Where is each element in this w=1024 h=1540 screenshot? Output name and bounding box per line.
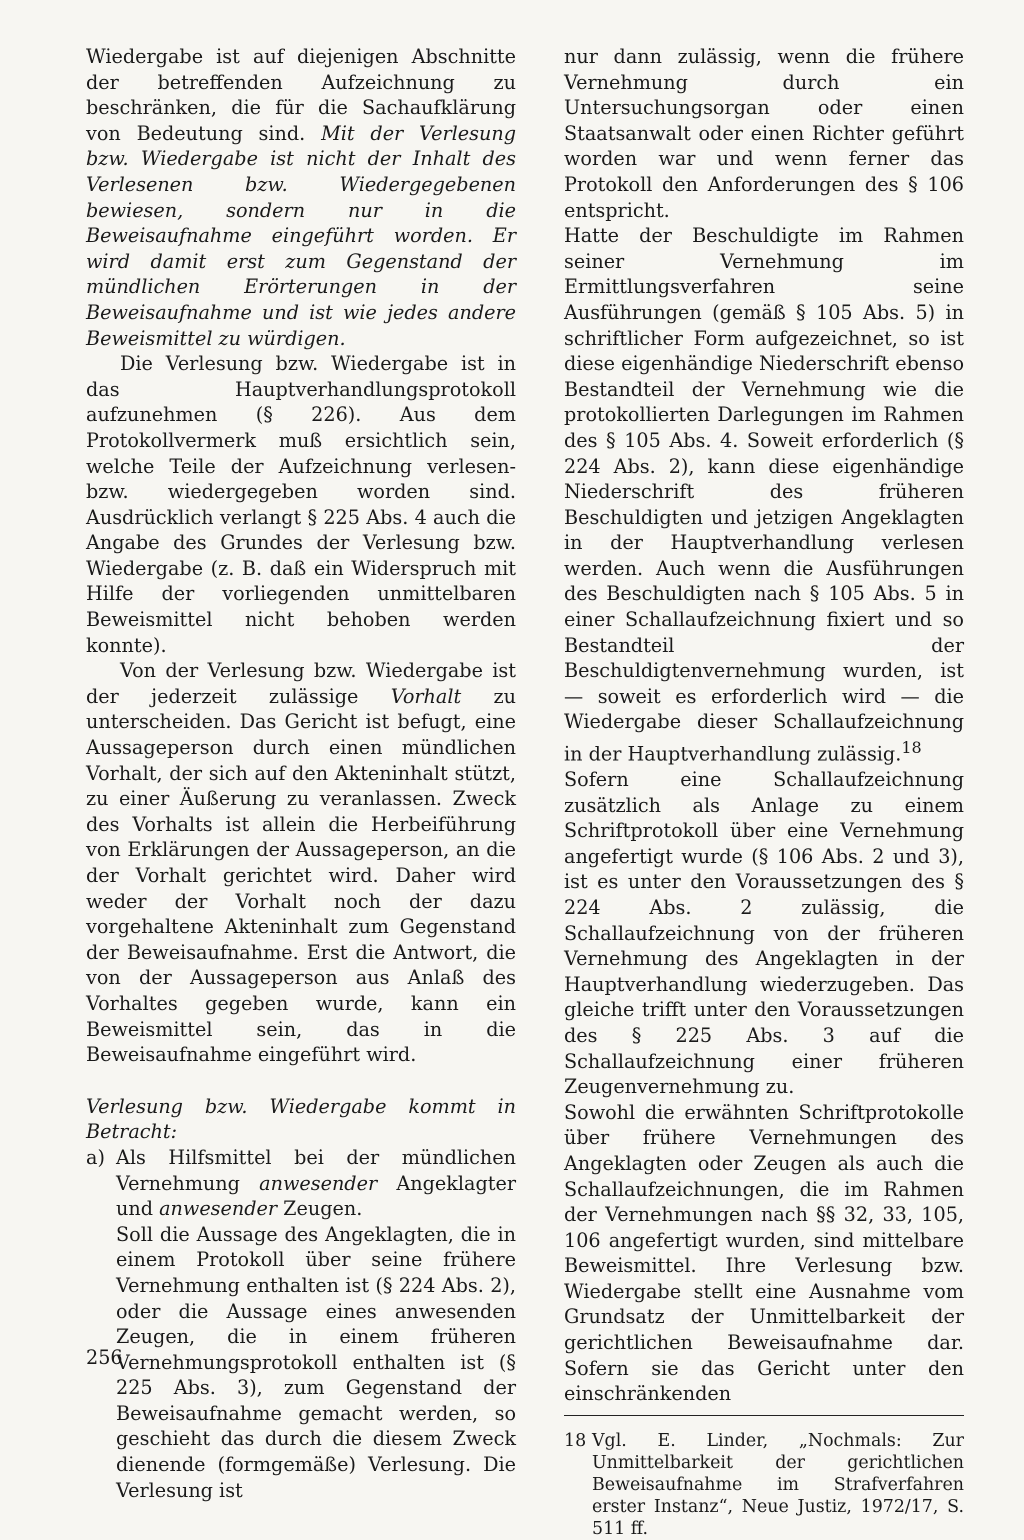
section-heading-text: Verlesung bzw. Wiedergabe kommt in Betracht:: [86, 1094, 516, 1144]
list-item-a-p1: [116, 1145, 516, 1222]
footnote-text: Vgl. E. Linder, „Nochmals: Zur Unmittelbarkeit der gerichtlichen Beweisaufnahme im Strafverfahren erster Instanz“, Neue Justiz, 1972/17, S. 511 ff.: [592, 1430, 964, 1539]
paragraph-3-text-c: zu unterscheiden. Das Gericht ist befugt, eine Aussageperson durch einen mündlichen Vorhalt, der sich auf den Akteninhalt stützt, zu einer Äußerung zu veranlassen. Zweck des Vorhalts ist allein die Herbeiführung von Erklärungen der Aussageperson, an die der Vorhalt gerichtet wird. Daher wird weder der Vorhalt noch der dazu vorgehaltene Akteninhalt zum Gegenstand der Beweisaufnahme. Erst die Antwort, die von der Aussageperson aus Anlaß des Vorhaltes gegeben wurde, kann ein Beweismittel sein, das in die Beweisaufnahme eingeführt wird.: [86, 684, 516, 1067]
right-paragraph-3: Sofern eine Schallaufzeichnung zusätzlich als Anlage zu einem Schriftprotokoll über eine Vernehmung angefertigt wurde (§ 106 Abs. 2 und 3), ist es unter den Voraussetzungen des § 224 Abs. 2 zulässig, die Schallaufzeichnung von der früheren Vernehmung des Angeklagten in der Hauptverhandlung wiederzugeben. Das gleiche trifft unter den Voraussetzungen des § 225 Abs. 3 auf die Schallaufzeichnung einer früheren Zeugenvernehmung zu.: [564, 768, 964, 1099]
right-column: [564, 44, 964, 1540]
list-item-a-text-3: Zeugen.: [277, 1197, 363, 1221]
footnote-divider: [564, 1415, 964, 1416]
paragraph-3-text-a: Von der Verlesung bzw. Wiedergabe ist der jederzeit zulässige: [86, 659, 516, 708]
list-item-label: a): [86, 1145, 105, 1169]
left-column: [86, 44, 516, 1503]
vorhalt-term: Vorhalt: [390, 684, 462, 708]
list-item-a-text-1: Als Hilfsmittel bei der mündlichen Vernehmung: [116, 1145, 516, 1195]
footnote-number: 18: [564, 1430, 587, 1451]
page-number: 256: [86, 1346, 123, 1369]
paragraph-1: [86, 44, 516, 351]
right-paragraph-2-text: Hatte der Beschuldigte im Rahmen seiner Vernehmung im Ermittlungsverfahren seine Ausführungen (gemäß § 105 Abs. 5) in schriftlicher Form aufgezeichnet, so ist diese eigenhändige Niederschrift ebenso Bestandteil der Vernehmung wie die protokollierten Darlegungen im Rahmen des § 105 Abs. 4. Soweit erforderlich (§ 224 Abs. 2), kann diese eigenhändige Niederschrift des früheren Beschuldigten und jetzigen Angeklagten in der Hauptverhandlung verlesen werden. Auch wenn die Ausführungen des Beschuldigten nach § 105 Abs. 5 in einer Schallaufzeichnung fixiert und so Bestandteil der Beschuldigtenvernehmung wurden, ist — soweit es erforderlich wird — die Wiedergabe dieser Schallaufzeichnung in der Hauptverhandlung zulässig.: [564, 224, 964, 766]
paragraph-1-text: Wiedergabe ist auf diejenigen Abschnitte der betreffenden Aufzeichnung zu beschränken, die für die Sachaufklärung von Bedeutung sind.: [86, 45, 516, 145]
right-paragraph-2: [564, 223, 964, 767]
list-item-a-p2: Soll die Aussage des Angeklagten, die in einem Protokoll über seine frühere Vernehmung enthalten ist (§ 224 Abs. 2), oder die Aussage eines anwesenden Zeugen, die in einem früheren Vernehmungsprotokoll enthalten ist (§ 225 Abs. 3), zum Gegenstand der Beweisaufnahme gemacht werden, so geschieht das durch die diesem Zweck dienende (formgemäße) Verlesung. Die Verlesung ist: [116, 1222, 516, 1502]
list-item-body: [116, 1145, 516, 1503]
list-item-a-italic-2: anwesender: [159, 1197, 278, 1221]
list-item-a: [86, 1145, 516, 1503]
footnote-reference[interactable]: 18: [901, 738, 922, 758]
list-item-a-text-2: Angeklagter und: [116, 1171, 516, 1221]
right-paragraph-1: nur dann zulässig, wenn die frühere Vernehmung durch ein Untersuchungsorgan oder einen Staatsanwalt oder einen Richter geführt worden war und wenn ferner das Protokoll den Anforderungen des § 106 entspricht.: [564, 45, 964, 222]
paragraph-1-italic-text: Mit der Verlesung bzw. Wiedergabe ist nicht der Inhalt des Verlesenen bzw. Wiedergegebenen bewiesen, sondern nur in die Beweisaufnahme eingeführt worden. Er wird damit erst zum Gegenstand der mündlichen Erörterungen in der Beweisaufnahme und ist wie jedes andere Beweismittel zu würdigen.: [86, 121, 516, 350]
paragraph-3: [86, 658, 516, 1068]
spacer: [86, 1068, 516, 1094]
footnote: [564, 1430, 964, 1540]
right-paragraph-4: Sowohl die erwähnten Schriftprotokolle über frühere Vernehmungen des Angeklagten oder Zeugen als auch die Schallaufzeichnungen, die im Rahmen der Vernehmungen nach §§ 32, 33, 105, 106 angefertigt wurden, sind mittelbare Beweismittel. Ihre Verlesung bzw. Wiedergabe stellt eine Ausnahme vom Grundsatz der Unmittelbarkeit der gerichtlichen Beweisaufnahme dar. Sofern sie das Gericht unter den einschränkenden: [564, 1100, 964, 1406]
paragraph-2: Die Verlesung bzw. Wiedergabe ist in das Hauptverhandlungsprotokoll aufzunehmen (§ 226). Aus dem Protokollvermerk muß ersichtlich sein, welche Teile der Aufzeichnung verlesen- bzw. wiedergegeben worden sind. Ausdrücklich verlangt § 225 Abs. 4 auch die Angabe des Grundes der Verlesung bzw. Wiedergabe (z. B. daß ein Widerspruch mit Hilfe der vorliegenden unmittelbaren Beweismittel nicht behoben werden konnte).: [86, 352, 516, 657]
list-item-a-italic-1: anwesender: [259, 1171, 378, 1195]
section-heading: [86, 1094, 516, 1145]
